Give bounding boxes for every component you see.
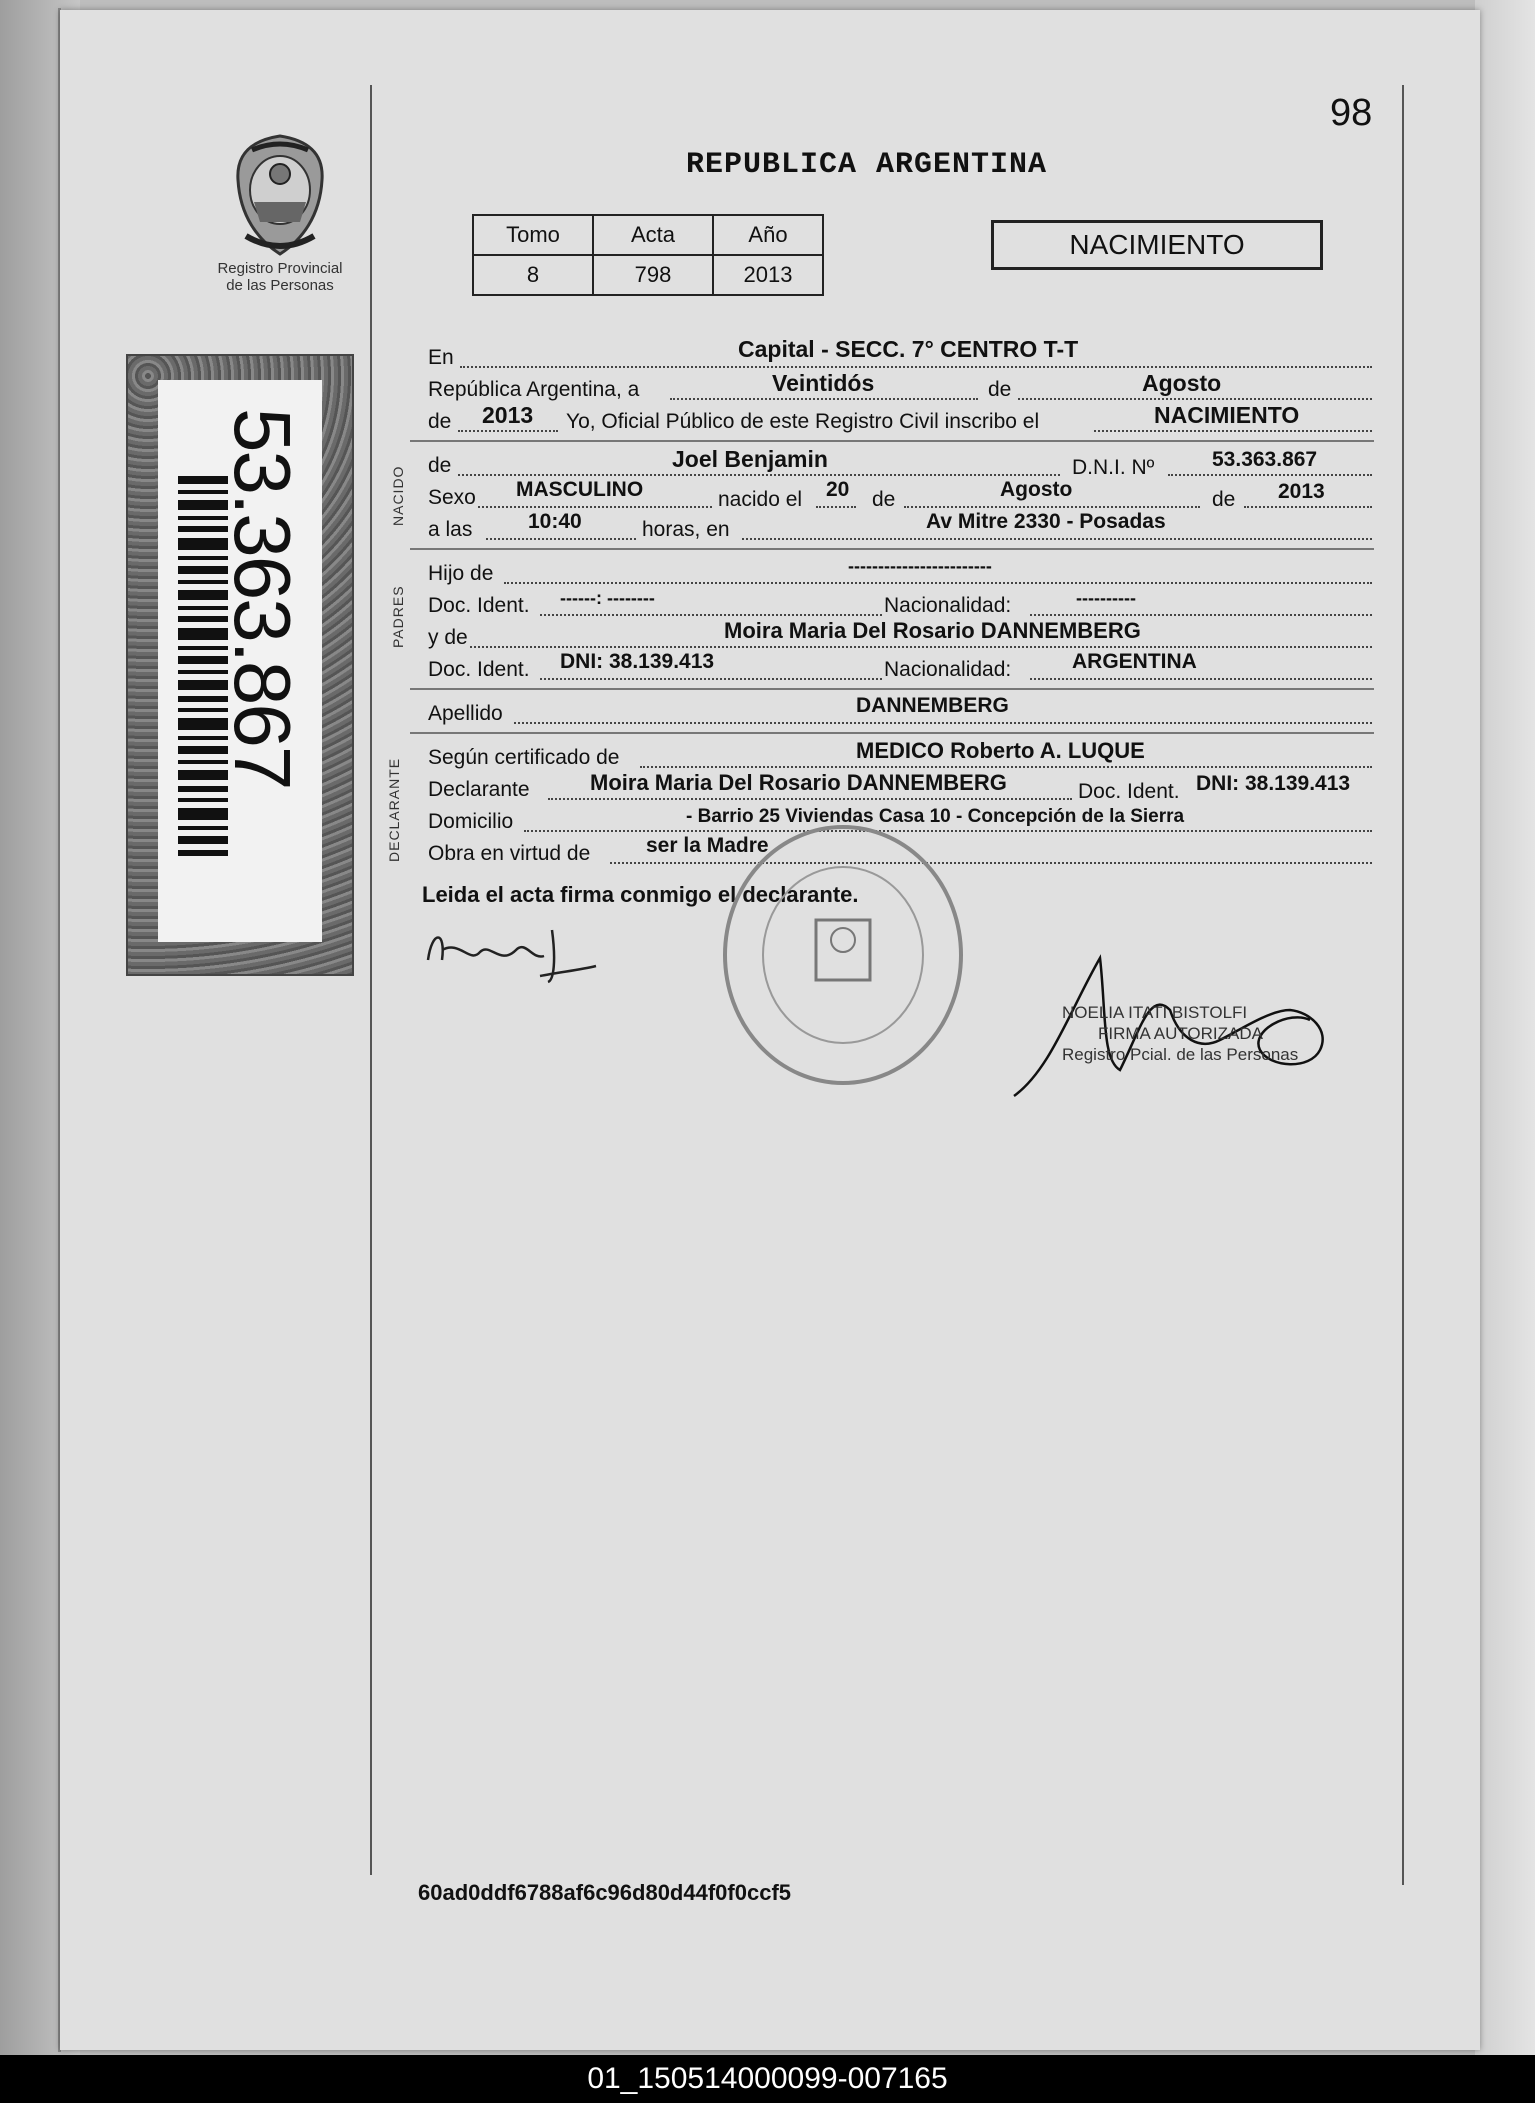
closing-statement: Leida el acta firma conmigo el declarante. <box>422 882 859 907</box>
label-apellido: Apellido <box>428 702 503 725</box>
label-de-mes: de <box>988 378 1012 401</box>
field-declarante-doc: DNI: 38.139.413 <box>1196 772 1351 795</box>
field-dia-letras: Veintidós <box>772 370 875 396</box>
field-declarante: Moira Maria Del Rosario DANNEMBERG <box>590 770 1007 795</box>
footer-identifier: 01_150514000099-007165 <box>0 2055 1535 2103</box>
header-tomo: Tomo <box>473 215 593 255</box>
barcode-label <box>126 354 354 976</box>
label-yo: Yo, Oficial Público de este Registro Civil inscribo el <box>566 410 1040 433</box>
background-right <box>1475 0 1535 2055</box>
registry-table <box>472 214 824 296</box>
label-segun: Según certificado de <box>428 746 620 769</box>
label-domicilio: Domicilio <box>428 810 514 833</box>
field-sexo: MASCULINO <box>516 478 644 501</box>
field-nac-anio: 2013 <box>1278 480 1325 503</box>
barcode-number: 53.363.867 <box>218 408 307 789</box>
field-padre-nac: ---------- <box>1076 588 1136 608</box>
label-hijo-de: Hijo de <box>428 562 494 585</box>
label-sexo: Sexo <box>428 486 476 509</box>
coat-of-arms-icon <box>224 132 336 260</box>
field-padre-doc: ------: -------- <box>560 588 655 608</box>
label-de-nombre: de <box>428 454 452 477</box>
field-dni: 53.363.867 <box>1212 448 1318 471</box>
page-number: 98 <box>1330 92 1373 134</box>
field-apellido: DANNEMBERG <box>856 694 1009 717</box>
margin-line-left <box>370 85 372 1875</box>
label-nacionalidad-madre: Nacionalidad: <box>884 658 1012 681</box>
field-madre: Moira Maria Del Rosario DANNEMBERG <box>724 618 1141 643</box>
field-mes: Agosto <box>1142 370 1222 396</box>
province-logo <box>212 132 348 294</box>
label-doc-ident-declarante: Doc. Ident. <box>1078 780 1180 803</box>
field-nac-dia: 20 <box>826 478 850 501</box>
section-label-nacido: NACIDO <box>390 465 406 526</box>
field-madre-nac: ARGENTINA <box>1072 650 1197 673</box>
label-de-nac-anio: de <box>1212 488 1236 511</box>
registry-value-row <box>473 255 823 295</box>
label-y-de: y de <box>428 626 468 649</box>
label-doc-ident-padre: Doc. Ident. <box>428 594 530 617</box>
field-anio: 2013 <box>482 402 534 428</box>
label-nacionalidad-padre: Nacionalidad: <box>884 594 1012 617</box>
official-stamp <box>718 820 968 1090</box>
logo-caption-line2: de las Personas <box>226 277 334 294</box>
field-domicilio: - Barrio 25 Viviendas Casa 10 - Concepción de la Sierra <box>686 806 1185 827</box>
section-label-declarante: DECLARANTE <box>386 757 402 862</box>
value-acta: 798 <box>593 255 713 295</box>
value-tomo: 8 <box>473 255 593 295</box>
label-republica: República Argentina, a <box>428 378 640 401</box>
value-anio: 2013 <box>713 255 823 295</box>
field-inscripcion: NACIMIENTO <box>1154 402 1300 428</box>
label-de-nac-mes: de <box>872 488 896 511</box>
label-nacido-el: nacido el <box>718 488 803 511</box>
field-nac-mes: Agosto <box>1000 478 1073 501</box>
field-certificado: MEDICO Roberto A. LUQUE <box>856 738 1145 763</box>
field-lugar-nac: Av Mitre 2330 - Posadas <box>926 510 1166 533</box>
signer-role: FIRMA AUTORIZADA <box>1098 1024 1263 1043</box>
header-acta: Acta <box>593 215 713 255</box>
label-obra: Obra en virtud de <box>428 842 591 865</box>
margin-line-right <box>1402 85 1404 1885</box>
header-anio: Año <box>713 215 823 255</box>
field-madre-doc: DNI: 38.139.413 <box>560 650 715 673</box>
document-hash: 60ad0ddf6788af6c96d80d44f0f0ccf5 <box>418 1880 792 1905</box>
label-dni: D.N.I. Nº <box>1072 456 1155 479</box>
registry-header-row <box>473 215 823 255</box>
signer-org: Registro Pcial. de las Personas <box>1062 1045 1299 1064</box>
acta-type-box: NACIMIENTO <box>991 220 1323 270</box>
document-title: REPUBLICA ARGENTINA <box>686 148 1048 182</box>
label-de-anio: de <box>428 410 452 433</box>
field-padre: ------------------------ <box>848 556 992 576</box>
label-en: En <box>428 346 454 369</box>
declarant-signature <box>420 920 600 990</box>
label-a-las: a las <box>428 518 473 541</box>
field-nombre: Joel Benjamin <box>672 446 828 472</box>
field-obra: ser la Madre <box>646 834 769 857</box>
logo-caption-line1: Registro Provincial <box>217 260 343 277</box>
label-declarante: Declarante <box>428 778 530 801</box>
section-label-padres: PADRES <box>390 585 406 648</box>
field-lugar: Capital - SECC. 7° CENTRO T-T <box>738 336 1079 362</box>
label-doc-ident-madre: Doc. Ident. <box>428 658 530 681</box>
signer-block <box>1062 1002 1298 1065</box>
signer-name: NOELIA ITATI BISTOLFI <box>1062 1003 1248 1022</box>
field-hora: 10:40 <box>528 510 582 533</box>
label-horas-en: horas, en <box>642 518 730 541</box>
